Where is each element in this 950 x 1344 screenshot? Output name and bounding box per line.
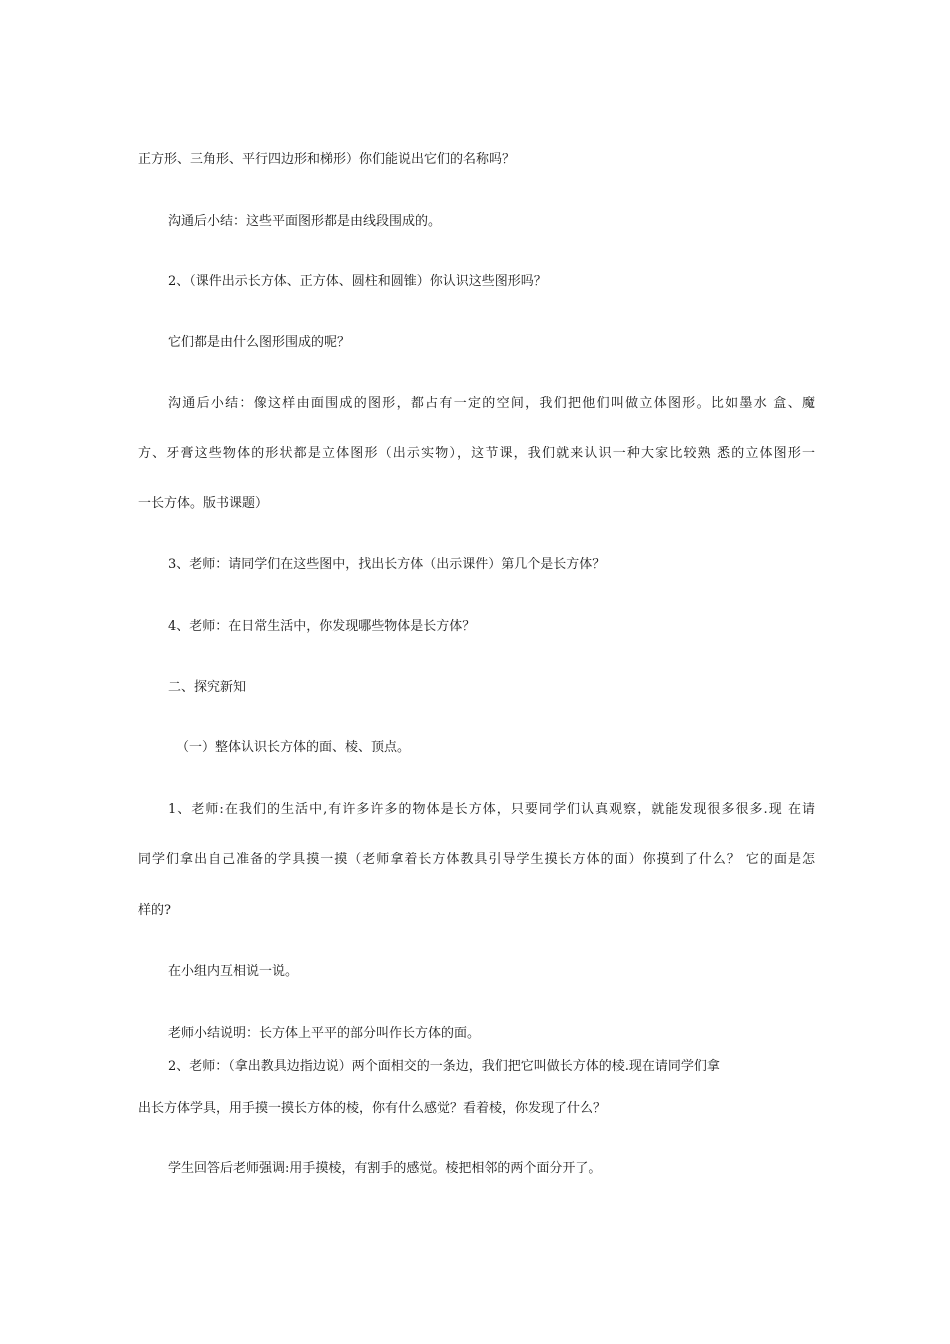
paragraph-line: 2、（课件出示长方体、正方体、圆柱和圆锥）你认识这些图形吗？ xyxy=(168,274,547,289)
paragraph-line: 方、牙膏这些物体的形状都是立体图形（出示实物），这节课，我们就来认识一种大家比较熟 悉的立体图形一 xyxy=(138,446,815,461)
paragraph-line: 沟通后小结：像这样由面围成的图形，都占有一定的空间，我们把他们叫做立体图形。比如墨水 盒、魔 xyxy=(168,396,815,411)
paragraph-line: 出长方体学具，用手摸一摸长方体的棱，你有什么感觉？看着棱，你发现了什么？ xyxy=(138,1101,607,1116)
paragraph-line: 沟通后小结：这些平面图形都是由线段围成的。 xyxy=(168,214,442,229)
paragraph-line: 3、老师：请同学们在这些图中，找出长方体（出示课件）第几个是长方体？ xyxy=(168,557,606,572)
paragraph-line: 1、老师:在我们的生活中,有许多许多的物体是长方体，只要同学们认真观察，就能发现很多很多.现 在请 xyxy=(168,802,815,817)
paragraph-line: 正方形、三角形、平行四边形和梯形）你们能说出它们的名称吗？ xyxy=(138,152,516,167)
paragraph-line: 在小组内互相说一说。 xyxy=(168,964,299,979)
paragraph-line: 老师小结说明：长方体上平平的部分叫作长方体的面。 xyxy=(168,1026,481,1041)
subsection-heading: （一）整体认识长方体的面、棱、顶点。 xyxy=(176,740,411,755)
paragraph-line: 4、老师：在日常生活中，你发现哪些物体是长方体？ xyxy=(168,619,476,634)
paragraph-line: 样的? xyxy=(138,903,171,918)
paragraph-line: 学生回答后老师强调:用手摸棱，有割手的感觉。棱把相邻的两个面分开了。 xyxy=(168,1161,602,1176)
section-heading: 二、探究新知 xyxy=(168,680,247,695)
paragraph-line: 它们都是由什么图形围成的呢？ xyxy=(168,335,351,350)
paragraph-line: 一长方体。版书课题） xyxy=(138,496,269,511)
paragraph-line: 同学们拿出自己准备的学具摸一摸（老师拿着长方体教具引导学生摸长方体的面）你摸到了什么？ 它的面是怎 xyxy=(138,852,815,867)
paragraph-line: 2、老师：（拿出教具边指边说）两个面相交的一条边，我们把它叫做长方体的棱.现在请同学们拿 xyxy=(168,1059,720,1074)
